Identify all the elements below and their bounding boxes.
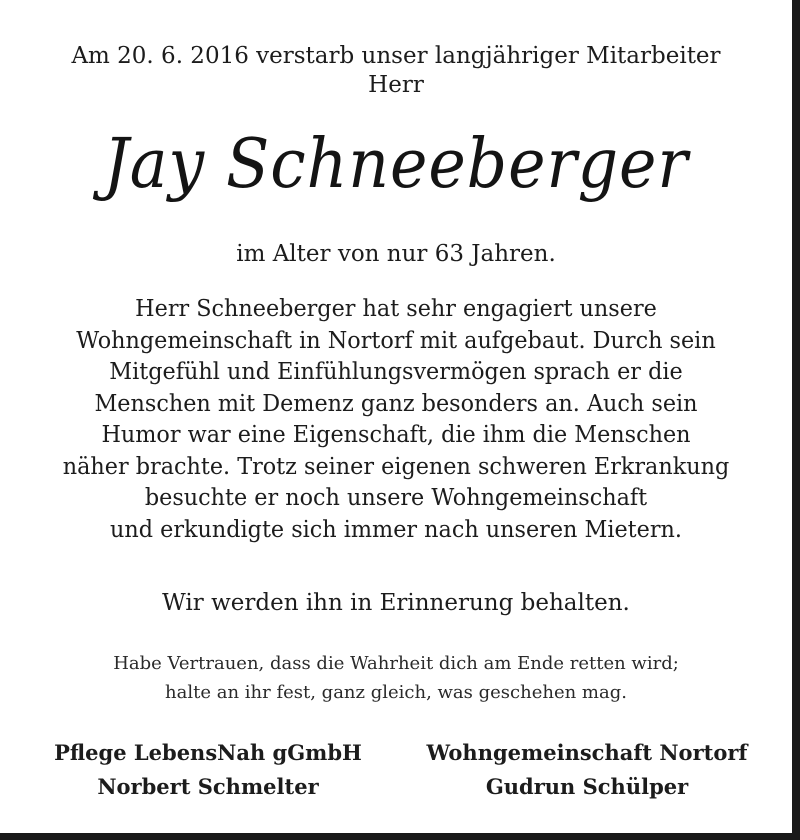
signer-left: [18, 736, 398, 804]
signer-organization: Pflege LebensNah gGmbH: [54, 740, 362, 765]
remembrance-line: Wir werden ihn in Erinnerung behalten.: [162, 590, 630, 616]
deceased-name: Jay Schneeberger: [103, 125, 689, 204]
signer-organization: Wohngemeinschaft Nortorf: [426, 740, 748, 765]
quote: [0, 649, 792, 707]
tribute-text: [12, 294, 780, 546]
age-line: im Alter von nur 63 Jahren.: [236, 241, 556, 267]
quote-line: Habe Vertrauen, dass die Wahrheit dich am Ende retten wird;: [113, 653, 679, 674]
tribute-line: Menschen mit Demenz ganz besonders an. Auch sein: [94, 390, 698, 417]
tribute-line: Herr Schneeberger hat sehr engagiert unsere: [135, 296, 657, 322]
signer-right: [392, 736, 782, 804]
tribute-line: Humor war eine Eigenschaft, die ihm die Menschen: [101, 422, 691, 448]
tribute-line: und erkundigte sich immer nach unseren Mietern.: [110, 516, 682, 543]
intro-line-title: Herr: [368, 72, 424, 98]
tribute-line: besuchte er noch unsere Wohngemeinschaft: [144, 485, 648, 511]
tribute-line: näher brachte. Trotz seiner eigenen schweren Erkrankung: [62, 453, 730, 480]
intro-text: [0, 42, 792, 100]
tribute-line: Mitgefühl und Einfühlungsvermögen sprach er die: [109, 359, 683, 385]
tribute-line: Wohngemeinschaft in Nortorf mit aufgebaut. Durch sein: [76, 327, 716, 354]
signer-person: Norbert Schmelter: [97, 774, 319, 799]
intro-line-date: Am 20. 6. 2016 verstarb unser langjähriger Mitarbeiter: [71, 43, 721, 69]
signer-person: Gudrun Schülper: [485, 774, 689, 799]
quote-line: halte an ihr fest, ganz gleich, was geschehen mag.: [165, 682, 627, 703]
